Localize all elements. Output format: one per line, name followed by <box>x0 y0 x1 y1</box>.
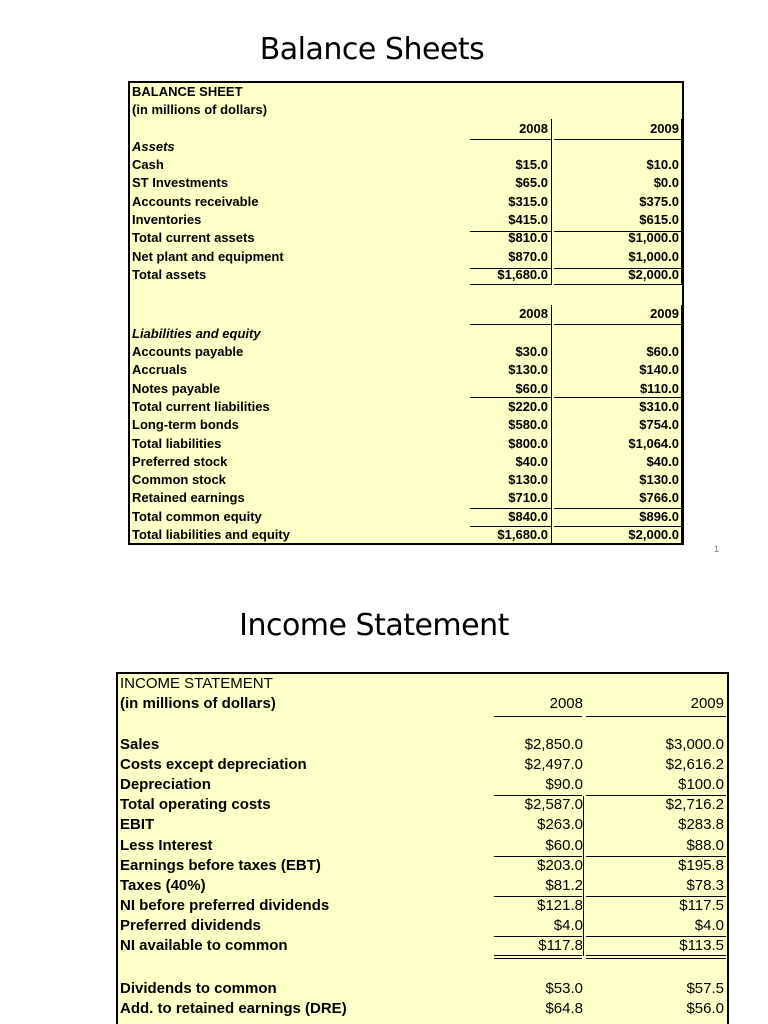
column-divider <box>681 305 682 543</box>
value-2009: $57.5 <box>686 980 724 997</box>
year-2008-header: 2008 <box>519 306 548 321</box>
rule-line <box>554 268 682 269</box>
value-2009: $113.5 <box>679 937 724 954</box>
rule-line <box>494 955 582 956</box>
rule-line <box>586 958 726 959</box>
income-row <box>118 836 727 856</box>
value-2009: $88.0 <box>686 836 724 854</box>
year-2008-header: 2008 <box>549 695 583 712</box>
liability-row <box>130 435 682 453</box>
liability-row <box>130 380 682 398</box>
liability-row <box>130 361 682 379</box>
row-label: NI available to common <box>120 937 288 954</box>
liability-row <box>130 416 682 434</box>
liability-row <box>130 471 682 489</box>
rule-line <box>554 139 682 140</box>
rule-line <box>494 795 582 796</box>
value-2008: $60.0 <box>545 836 583 854</box>
value-2008: $2,850.0 <box>524 736 583 753</box>
value-2009: $375.0 <box>639 193 679 209</box>
rule-line <box>470 231 552 232</box>
income-statement-table <box>116 672 729 1024</box>
column-divider <box>681 119 682 285</box>
rule-line <box>494 896 582 897</box>
value-2009: $140.0 <box>639 362 679 378</box>
value-2008: $40.0 <box>515 453 548 469</box>
value-2009: $10.0 <box>646 157 679 172</box>
rule-line <box>470 284 552 285</box>
year-2009-header: 2009 <box>650 121 679 136</box>
rule-line <box>470 324 552 325</box>
row-label: NI before preferred dividends <box>120 896 330 914</box>
rule-line <box>494 958 582 959</box>
rule-line <box>554 231 682 232</box>
value-2009: $110.0 <box>639 380 679 396</box>
value-2008: $130.0 <box>508 472 548 488</box>
value-2008: $263.0 <box>537 816 583 834</box>
value-2009: $56.0 <box>686 1000 724 1018</box>
liability-row <box>130 398 682 416</box>
rule-line <box>586 936 726 937</box>
value-2008: $130.0 <box>508 362 548 378</box>
row-label: Total common equity <box>132 508 262 524</box>
value-2008: $2,497.0 <box>524 756 583 774</box>
row-label: Taxes (40%) <box>120 876 206 894</box>
column-divider <box>551 305 552 543</box>
row-label: Dividends to common <box>120 980 277 997</box>
income-row <box>118 916 727 936</box>
row-label: Accounts receivable <box>132 193 259 209</box>
row-label: Inventories <box>132 211 202 227</box>
income-row <box>118 936 727 956</box>
row-label: Costs except depreciation <box>120 756 307 774</box>
rule-line <box>554 526 682 527</box>
value-2008: $90.0 <box>545 776 583 794</box>
balance-sheet-table <box>128 81 684 545</box>
asset-row <box>130 211 682 229</box>
value-2008: $15.0 <box>515 157 548 172</box>
value-2008: $415.0 <box>508 211 548 227</box>
rule-line <box>586 716 726 717</box>
value-2008: $870.0 <box>508 248 548 264</box>
income-row <box>118 755 727 775</box>
value-2008: $203.0 <box>537 856 583 874</box>
row-label: EBIT <box>120 816 155 834</box>
row-label: ST Investments <box>132 175 229 191</box>
year-header-row <box>118 694 727 714</box>
column-divider <box>583 796 584 956</box>
year-2009-header: 2009 <box>650 306 679 321</box>
assets-section-label-row <box>130 138 682 156</box>
row-label: Total liabilities <box>132 435 222 451</box>
value-2009: $60.0 <box>646 344 679 359</box>
row-label: Total operating costs <box>120 796 271 814</box>
row-label: Total liabilities and equity <box>132 527 290 542</box>
row-label: Accruals <box>132 362 187 378</box>
row-label: Total assets <box>132 266 207 282</box>
rule-line <box>586 896 726 897</box>
value-2009: $1,000.0 <box>628 230 679 246</box>
value-2009: $310.0 <box>639 398 679 414</box>
value-2009: $195.8 <box>678 856 724 874</box>
income-row <box>118 775 727 795</box>
value-2009: $78.3 <box>686 876 724 894</box>
value-2009: $1,064.0 <box>628 435 679 451</box>
asset-row <box>130 193 682 211</box>
value-2008: $810.0 <box>508 230 548 246</box>
liability-row <box>130 453 682 471</box>
year-header-row <box>130 120 682 138</box>
value-2008: $800.0 <box>508 435 548 451</box>
value-2008: $121.8 <box>537 896 583 914</box>
value-2009: $754.0 <box>639 417 679 433</box>
rule-line <box>586 795 726 796</box>
value-2008: $2,587.0 <box>524 796 583 814</box>
table-heading-row <box>118 674 727 694</box>
value-2009: $2,000.0 <box>628 527 679 542</box>
rule-line <box>554 508 682 509</box>
row-label: Accounts payable <box>132 344 244 359</box>
value-2008: $30.0 <box>515 344 548 359</box>
rule-line <box>470 397 552 398</box>
assets-section-label: Assets <box>132 139 175 154</box>
value-2009: $100.0 <box>678 776 724 794</box>
rule-line <box>494 936 582 937</box>
rule-line <box>554 324 682 325</box>
value-2009: $40.0 <box>646 453 679 469</box>
liability-row <box>130 489 682 507</box>
value-2008: $1,680.0 <box>497 266 548 282</box>
rule-line <box>586 955 726 956</box>
dividend-row <box>118 999 727 1019</box>
value-2008: $53.0 <box>545 980 583 997</box>
rule-line <box>554 284 682 285</box>
value-2009: $4.0 <box>694 916 724 934</box>
value-2008: $117.8 <box>538 937 583 954</box>
rule-line <box>494 716 582 717</box>
value-2008: $65.0 <box>515 175 548 191</box>
row-label: Notes payable <box>132 380 221 396</box>
dividend-row <box>118 979 727 999</box>
year-2008-header: 2008 <box>519 121 548 136</box>
column-divider <box>551 119 552 285</box>
value-2008: $64.8 <box>545 1000 583 1018</box>
value-2008: $60.0 <box>515 380 548 396</box>
table-heading: INCOME STATEMENT <box>120 675 273 692</box>
value-2009: $2,000.0 <box>628 266 679 282</box>
row-label: Total current liabilities <box>132 398 270 414</box>
income-row <box>118 795 727 815</box>
table-subheading: (in millions of dollars) <box>120 695 276 712</box>
income-row <box>118 735 727 755</box>
income-row <box>118 876 727 896</box>
page-number: 1 <box>714 544 720 554</box>
liability-row <box>130 343 682 361</box>
value-2008: $710.0 <box>508 490 548 506</box>
income-row <box>118 856 727 876</box>
row-label: Long-term bonds <box>132 417 239 433</box>
year-2009-header: 2009 <box>690 695 724 712</box>
value-2009: $2,616.2 <box>665 756 724 774</box>
income-statement-title: Income Statement <box>239 608 509 643</box>
value-2008: $220.0 <box>508 398 548 414</box>
value-2009: $283.8 <box>678 816 724 834</box>
value-2009: $0.0 <box>653 175 679 191</box>
asset-row <box>130 248 682 266</box>
liabilities-section-label: Liabilities and equity <box>132 326 261 341</box>
asset-row <box>130 174 682 192</box>
table-heading: BALANCE SHEET <box>132 84 243 99</box>
value-2008: $315.0 <box>508 193 548 209</box>
rule-line <box>554 397 682 398</box>
rule-line <box>470 139 552 140</box>
value-2009: $896.0 <box>639 508 679 524</box>
row-label: Preferred stock <box>132 453 228 469</box>
liabilities-section-label-row <box>130 325 682 343</box>
value-2009: $2,716.2 <box>665 796 724 814</box>
row-label: Common stock <box>132 472 226 488</box>
table-heading-row <box>130 83 682 101</box>
liability-row <box>130 526 682 544</box>
value-2009: $1,000.0 <box>628 248 679 264</box>
asset-row <box>130 156 682 174</box>
row-label: Sales <box>120 736 160 753</box>
value-2008: $81.2 <box>545 876 583 894</box>
value-2008: $1,680.0 <box>497 527 548 542</box>
value-2009: $615.0 <box>639 211 679 227</box>
value-2008: $840.0 <box>508 508 548 524</box>
value-2008: $4.0 <box>553 916 583 934</box>
income-row <box>118 896 727 916</box>
row-label: Net plant and equipment <box>132 248 284 264</box>
year-header-row-2 <box>130 305 682 323</box>
rule-line <box>586 856 726 857</box>
value-2009: $130.0 <box>639 472 679 488</box>
income-row <box>118 815 727 835</box>
rule-line <box>470 508 552 509</box>
value-2009: $766.0 <box>639 490 679 506</box>
rule-line <box>470 526 552 527</box>
value-2009: $3,000.0 <box>665 736 724 753</box>
row-label: Add. to retained earnings (DRE) <box>120 1000 347 1018</box>
balance-sheets-title: Balance Sheets <box>259 32 485 67</box>
liability-row <box>130 508 682 526</box>
row-label: Earnings before taxes (EBT) <box>120 856 321 874</box>
row-label: Depreciation <box>120 776 211 794</box>
row-label: Retained earnings <box>132 490 245 506</box>
row-label: Total current assets <box>132 230 255 246</box>
table-subheading-row <box>130 101 682 119</box>
row-label: Preferred dividends <box>120 916 261 934</box>
rule-line <box>494 856 582 857</box>
rule-line <box>470 268 552 269</box>
row-label: Less Interest <box>120 836 213 854</box>
value-2008: $580.0 <box>508 417 548 433</box>
row-label: Cash <box>132 157 164 172</box>
value-2009: $117.5 <box>679 896 724 914</box>
table-subheading: (in millions of dollars) <box>132 102 268 117</box>
